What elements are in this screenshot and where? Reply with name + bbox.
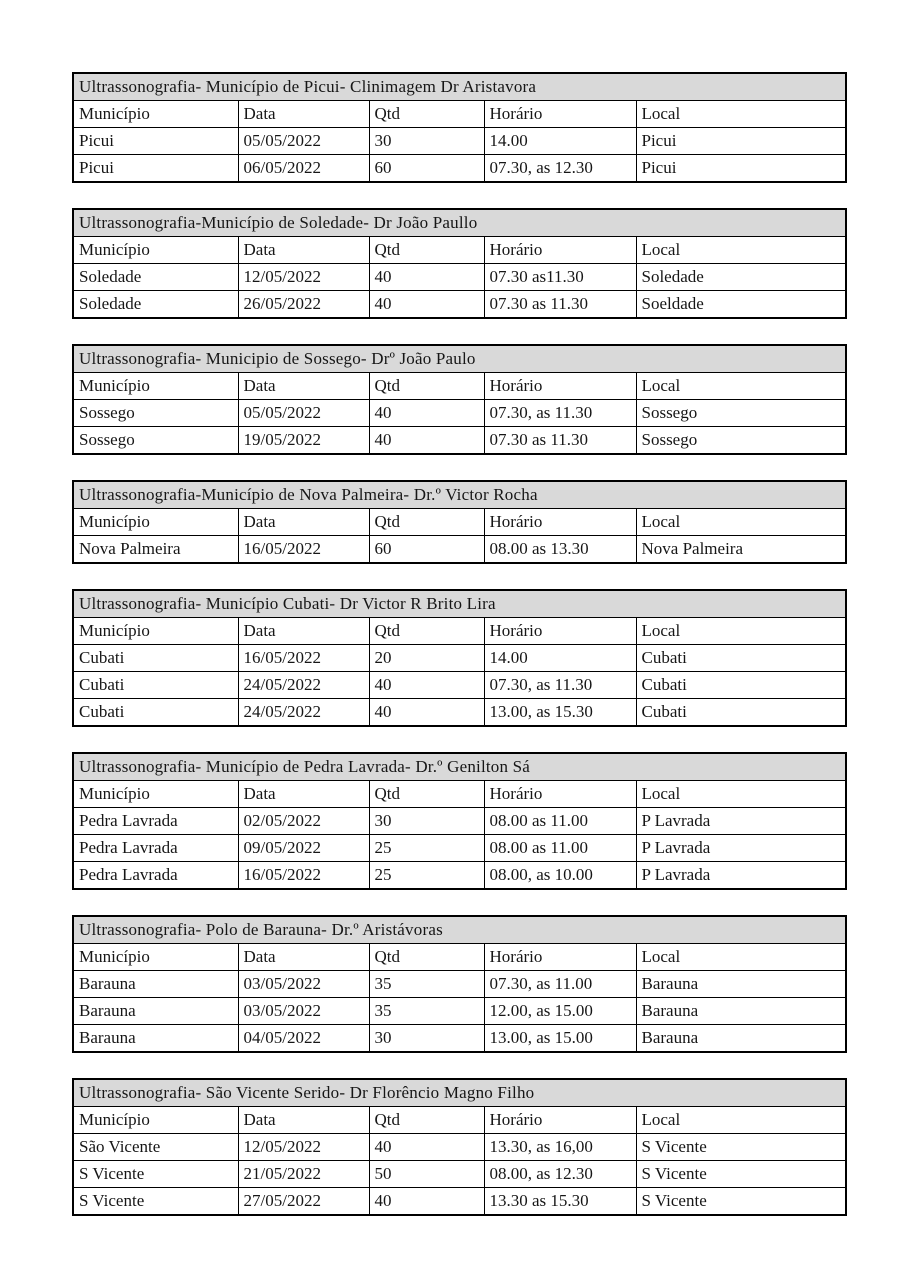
cell-horario: 07.30, as 12.30	[484, 155, 636, 183]
cell-local: Soledade	[636, 264, 846, 291]
col-header-municipio: Município	[73, 781, 238, 808]
cell-municipio: São Vicente	[73, 1134, 238, 1161]
col-header-data: Data	[238, 1107, 369, 1134]
table-row	[73, 862, 846, 890]
cell-horario: 13.00, as 15.30	[484, 699, 636, 727]
col-header-horario: Horário	[484, 373, 636, 400]
col-header-municipio: Município	[73, 1107, 238, 1134]
table-row	[73, 971, 846, 998]
cell-data: 05/05/2022	[238, 128, 369, 155]
table-body	[73, 128, 846, 183]
table-header-row	[73, 781, 846, 808]
cell-local: Picui	[636, 128, 846, 155]
cell-horario: 07.30, as 11.30	[484, 400, 636, 427]
table-title: Ultrassonografia-Município de Soledade- Dr João Paullo	[73, 209, 846, 237]
cell-local: P Lavrada	[636, 835, 846, 862]
table-body	[73, 971, 846, 1053]
cell-qtd: 30	[369, 128, 484, 155]
cell-data: 27/05/2022	[238, 1188, 369, 1216]
cell-municipio: Pedra Lavrada	[73, 835, 238, 862]
cell-horario: 07.30 as 11.30	[484, 291, 636, 319]
table-title-row	[73, 481, 846, 509]
cell-data: 24/05/2022	[238, 672, 369, 699]
schedule-table	[72, 1078, 847, 1216]
cell-local: Picui	[636, 155, 846, 183]
cell-qtd: 40	[369, 264, 484, 291]
cell-qtd: 25	[369, 862, 484, 890]
table-header-row	[73, 509, 846, 536]
col-header-data: Data	[238, 101, 369, 128]
cell-data: 03/05/2022	[238, 998, 369, 1025]
col-header-local: Local	[636, 237, 846, 264]
cell-horario: 14.00	[484, 128, 636, 155]
cell-qtd: 40	[369, 427, 484, 455]
cell-qtd: 60	[369, 155, 484, 183]
cell-horario: 08.00, as 12.30	[484, 1161, 636, 1188]
table-row	[73, 1025, 846, 1053]
cell-data: 02/05/2022	[238, 808, 369, 835]
cell-local: Soeldade	[636, 291, 846, 319]
col-header-qtd: Qtd	[369, 618, 484, 645]
cell-municipio: Pedra Lavrada	[73, 808, 238, 835]
col-header-horario: Horário	[484, 781, 636, 808]
table-header-row	[73, 373, 846, 400]
table-header-row	[73, 237, 846, 264]
cell-municipio: Nova Palmeira	[73, 536, 238, 564]
schedule-table	[72, 72, 847, 183]
col-header-municipio: Município	[73, 509, 238, 536]
table-title: Ultrassonografia- Município de Picui- Clinimagem Dr Aristavora	[73, 73, 846, 101]
col-header-local: Local	[636, 781, 846, 808]
cell-qtd: 25	[369, 835, 484, 862]
cell-municipio: Cubati	[73, 672, 238, 699]
cell-municipio: Sossego	[73, 400, 238, 427]
table-header-row	[73, 1107, 846, 1134]
cell-local: P Lavrada	[636, 808, 846, 835]
col-header-municipio: Município	[73, 101, 238, 128]
table-row	[73, 1161, 846, 1188]
col-header-local: Local	[636, 509, 846, 536]
cell-data: 12/05/2022	[238, 264, 369, 291]
col-header-qtd: Qtd	[369, 373, 484, 400]
cell-horario: 08.00 as 13.30	[484, 536, 636, 564]
table-title: Ultrassonografia- São Vicente Serido- Dr Florêncio Magno Filho	[73, 1079, 846, 1107]
table-row	[73, 645, 846, 672]
cell-local: Sossego	[636, 427, 846, 455]
schedule-table	[72, 208, 847, 319]
cell-data: 03/05/2022	[238, 971, 369, 998]
cell-horario: 13.30 as 15.30	[484, 1188, 636, 1216]
table-row	[73, 699, 846, 727]
table-body	[73, 808, 846, 890]
table-title: Ultrassonografia- Município Cubati- Dr Victor R Brito Lira	[73, 590, 846, 618]
col-header-horario: Horário	[484, 509, 636, 536]
table-row	[73, 672, 846, 699]
cell-qtd: 40	[369, 291, 484, 319]
cell-municipio: S Vicente	[73, 1188, 238, 1216]
cell-local: Cubati	[636, 672, 846, 699]
cell-local: Cubati	[636, 645, 846, 672]
col-header-local: Local	[636, 101, 846, 128]
cell-data: 12/05/2022	[238, 1134, 369, 1161]
cell-local: Cubati	[636, 699, 846, 727]
cell-municipio: Sossego	[73, 427, 238, 455]
schedule-table	[72, 344, 847, 455]
col-header-local: Local	[636, 1107, 846, 1134]
table-title-row	[73, 73, 846, 101]
table-title-row	[73, 209, 846, 237]
cell-municipio: Picui	[73, 155, 238, 183]
table-body	[73, 536, 846, 564]
table-row	[73, 427, 846, 455]
cell-horario: 07.30, as 11.30	[484, 672, 636, 699]
table-header-row	[73, 101, 846, 128]
table-row	[73, 1188, 846, 1216]
cell-horario: 07.30 as 11.30	[484, 427, 636, 455]
cell-municipio: Barauna	[73, 1025, 238, 1053]
cell-qtd: 30	[369, 808, 484, 835]
table-row	[73, 835, 846, 862]
cell-horario: 07.30 as11.30	[484, 264, 636, 291]
cell-qtd: 20	[369, 645, 484, 672]
cell-horario: 08.00 as 11.00	[484, 808, 636, 835]
cell-local: Barauna	[636, 998, 846, 1025]
cell-data: 04/05/2022	[238, 1025, 369, 1053]
col-header-local: Local	[636, 373, 846, 400]
cell-horario: 08.00 as 11.00	[484, 835, 636, 862]
col-header-local: Local	[636, 944, 846, 971]
table-header-row	[73, 618, 846, 645]
col-header-data: Data	[238, 237, 369, 264]
cell-municipio: Cubati	[73, 699, 238, 727]
col-header-municipio: Município	[73, 618, 238, 645]
cell-local: Barauna	[636, 971, 846, 998]
col-header-qtd: Qtd	[369, 781, 484, 808]
col-header-municipio: Município	[73, 237, 238, 264]
col-header-data: Data	[238, 509, 369, 536]
col-header-qtd: Qtd	[369, 237, 484, 264]
table-body	[73, 264, 846, 319]
schedule-table	[72, 589, 847, 727]
cell-qtd: 35	[369, 971, 484, 998]
col-header-qtd: Qtd	[369, 101, 484, 128]
col-header-data: Data	[238, 944, 369, 971]
cell-horario: 13.00, as 15.00	[484, 1025, 636, 1053]
cell-horario: 07.30, as 11.00	[484, 971, 636, 998]
col-header-local: Local	[636, 618, 846, 645]
cell-local: Sossego	[636, 400, 846, 427]
table-title: Ultrassonografia-Município de Nova Palmeira- Dr.º Victor Rocha	[73, 481, 846, 509]
cell-qtd: 40	[369, 400, 484, 427]
cell-municipio: Soledade	[73, 264, 238, 291]
cell-data: 16/05/2022	[238, 862, 369, 890]
table-row	[73, 808, 846, 835]
cell-qtd: 60	[369, 536, 484, 564]
col-header-horario: Horário	[484, 1107, 636, 1134]
table-title-row	[73, 1079, 846, 1107]
cell-local: S Vicente	[636, 1134, 846, 1161]
cell-data: 06/05/2022	[238, 155, 369, 183]
cell-municipio: Cubati	[73, 645, 238, 672]
col-header-data: Data	[238, 373, 369, 400]
cell-local: S Vicente	[636, 1188, 846, 1216]
table-body	[73, 645, 846, 727]
table-title-row	[73, 590, 846, 618]
schedule-table	[72, 480, 847, 564]
cell-data: 26/05/2022	[238, 291, 369, 319]
col-header-horario: Horário	[484, 944, 636, 971]
table-title-row	[73, 753, 846, 781]
table-row	[73, 400, 846, 427]
cell-data: 24/05/2022	[238, 699, 369, 727]
cell-horario: 08.00, as 10.00	[484, 862, 636, 890]
cell-qtd: 50	[369, 1161, 484, 1188]
col-header-qtd: Qtd	[369, 944, 484, 971]
cell-municipio: Pedra Lavrada	[73, 862, 238, 890]
table-row	[73, 264, 846, 291]
cell-local: P Lavrada	[636, 862, 846, 890]
cell-qtd: 40	[369, 1134, 484, 1161]
col-header-municipio: Município	[73, 944, 238, 971]
cell-municipio: Barauna	[73, 998, 238, 1025]
table-row	[73, 128, 846, 155]
table-row	[73, 998, 846, 1025]
table-row	[73, 155, 846, 183]
table-row	[73, 1134, 846, 1161]
cell-data: 16/05/2022	[238, 536, 369, 564]
cell-data: 05/05/2022	[238, 400, 369, 427]
cell-municipio: Picui	[73, 128, 238, 155]
table-title: Ultrassonografia- Município de Pedra Lavrada- Dr.º Genilton Sá	[73, 753, 846, 781]
table-title: Ultrassonografia- Municipio de Sossego- Drº João Paulo	[73, 345, 846, 373]
cell-data: 16/05/2022	[238, 645, 369, 672]
col-header-horario: Horário	[484, 618, 636, 645]
col-header-horario: Horário	[484, 237, 636, 264]
table-body	[73, 400, 846, 455]
col-header-horario: Horário	[484, 101, 636, 128]
cell-municipio: S Vicente	[73, 1161, 238, 1188]
cell-local: Barauna	[636, 1025, 846, 1053]
cell-horario: 13.30, as 16,00	[484, 1134, 636, 1161]
col-header-municipio: Município	[73, 373, 238, 400]
schedule-table	[72, 915, 847, 1053]
col-header-data: Data	[238, 781, 369, 808]
col-header-data: Data	[238, 618, 369, 645]
table-body	[73, 1134, 846, 1216]
cell-data: 19/05/2022	[238, 427, 369, 455]
cell-local: Nova Palmeira	[636, 536, 846, 564]
table-row	[73, 536, 846, 564]
cell-qtd: 40	[369, 699, 484, 727]
cell-municipio: Barauna	[73, 971, 238, 998]
schedule-table	[72, 752, 847, 890]
cell-qtd: 35	[369, 998, 484, 1025]
table-title-row	[73, 345, 846, 373]
cell-municipio: Soledade	[73, 291, 238, 319]
table-row	[73, 291, 846, 319]
table-header-row	[73, 944, 846, 971]
col-header-qtd: Qtd	[369, 1107, 484, 1134]
schedule-tables-container	[72, 72, 900, 1216]
col-header-qtd: Qtd	[369, 509, 484, 536]
cell-qtd: 30	[369, 1025, 484, 1053]
cell-horario: 14.00	[484, 645, 636, 672]
cell-data: 21/05/2022	[238, 1161, 369, 1188]
cell-horario: 12.00, as 15.00	[484, 998, 636, 1025]
cell-qtd: 40	[369, 672, 484, 699]
table-title-row	[73, 916, 846, 944]
cell-local: S Vicente	[636, 1161, 846, 1188]
cell-data: 09/05/2022	[238, 835, 369, 862]
table-title: Ultrassonografia- Polo de Barauna- Dr.º Aristávoras	[73, 916, 846, 944]
cell-qtd: 40	[369, 1188, 484, 1216]
